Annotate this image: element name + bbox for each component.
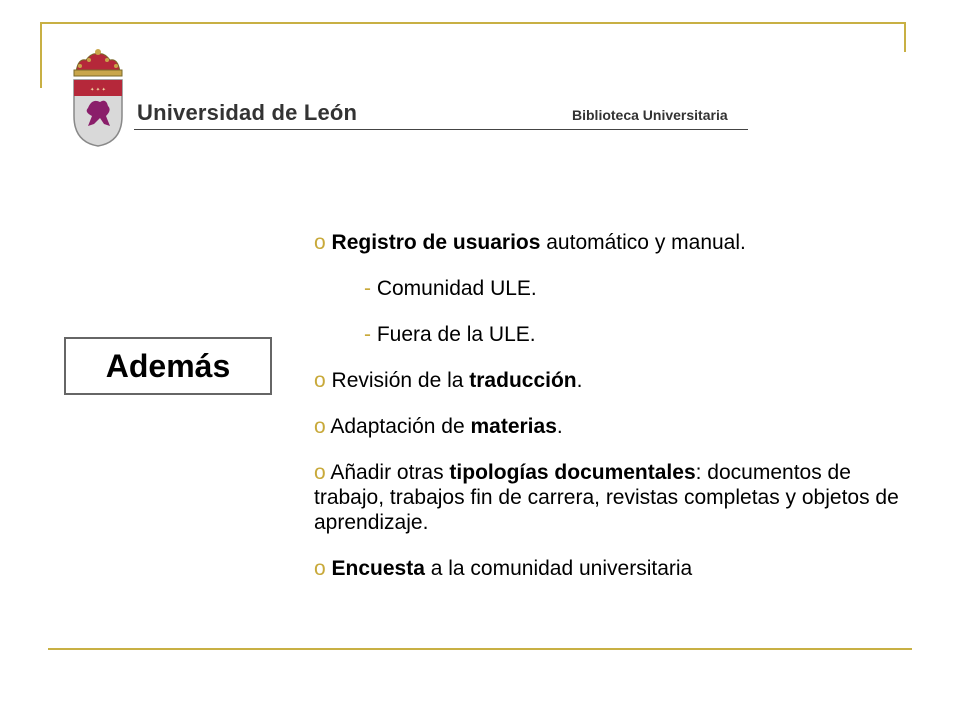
sub-item-text: Comunidad ULE. (371, 277, 537, 300)
bullet-marker: o (314, 461, 326, 484)
bullet-bold-text: tipologías documentales (449, 461, 696, 484)
header-divider (134, 129, 748, 130)
bullet-marker: o (314, 415, 326, 438)
sub-item-comunidad (314, 276, 914, 301)
sub-item-marker: - (364, 277, 371, 300)
university-name: Universidad de León (137, 100, 358, 125)
frame-left-line (40, 22, 42, 88)
sub-item-marker: - (364, 323, 371, 346)
bullet-text: automático y manual. (540, 231, 746, 254)
bullet-text: Revisión de la (325, 369, 470, 392)
section-label-box (64, 337, 272, 395)
bullet-text: a la comunidad universitaria (424, 557, 693, 580)
bullet-registro (314, 230, 914, 255)
university-crest-icon (66, 46, 130, 148)
bullet-bold-text: traducción (469, 369, 577, 392)
bullet-marker: o (314, 231, 326, 254)
bullet-text: Añadir otras (325, 461, 450, 484)
svg-text:✦ ✦ ✦: ✦ ✦ ✦ (90, 87, 106, 93)
bullet-text: . (556, 415, 563, 438)
section-label: Además (105, 347, 231, 384)
sub-item-fuera (314, 322, 914, 347)
frame-top-line (40, 22, 906, 24)
bullet-traduccion (314, 368, 914, 393)
bullet-marker: o (314, 557, 326, 580)
frame-right-line (904, 22, 906, 52)
bullet-bold-text: Registro de usuarios (331, 231, 541, 254)
bullet-tipologias (314, 460, 914, 535)
bullet-list (314, 230, 914, 602)
sub-item-text: Fuera de la ULE. (371, 323, 536, 346)
bullet-marker: o (314, 369, 326, 392)
library-name: Biblioteca Universitaria (572, 107, 728, 123)
bullet-encuesta (314, 556, 914, 581)
bullet-bold-text: materias (470, 415, 557, 438)
bullet-materias (314, 414, 914, 439)
bullet-text: . (576, 369, 583, 392)
bullet-text: : documentos de trabajo, trabajos fin de carrera, revistas completas y objetos de aprendizaje. (314, 461, 899, 534)
bullet-bold-text: Encuesta (331, 557, 425, 580)
frame-bottom-line (48, 648, 912, 650)
bullet-text: Adaptación de (325, 415, 471, 438)
